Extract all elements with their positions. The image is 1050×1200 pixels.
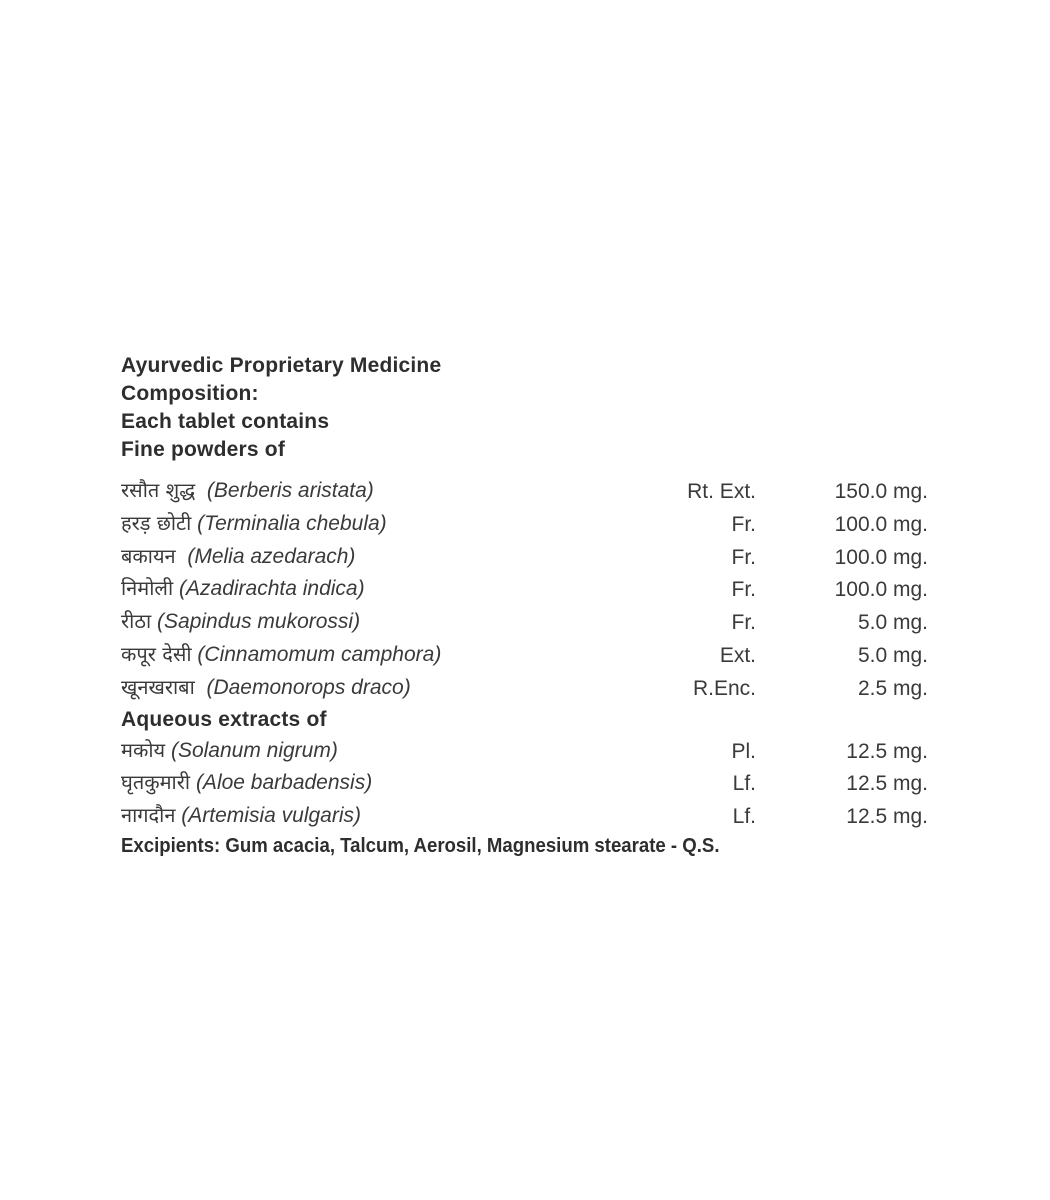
ingredient-hindi-name: बकायन	[121, 543, 176, 568]
ingredient-name	[121, 474, 374, 507]
ingredient-latin-name: (Cinnamomum camphora)	[197, 642, 442, 666]
ingredient-hindi-name: निमोली	[121, 576, 174, 601]
ingredient-row	[121, 605, 936, 638]
ingredient-row	[121, 766, 936, 799]
ingredient-name	[121, 799, 361, 832]
ingredient-quantity: 100.0 mg.	[834, 512, 928, 536]
ingredient-latin-name: (Aloe barbadensis)	[195, 771, 373, 795]
ingredient-latin-name: (Terminalia chebula)	[197, 511, 387, 535]
ingredient-part: Lf.	[732, 805, 756, 829]
aqueous-extracts-heading: Aqueous extracts of	[121, 707, 327, 731]
ingredient-part: Lf.	[732, 772, 756, 796]
ingredient-part: Fr.	[731, 578, 756, 602]
ingredient-latin-name: (Daemonorops draco)	[206, 675, 411, 699]
ingredient-latin-name: (Solanum nigrum)	[170, 738, 338, 762]
ingredient-row	[121, 638, 936, 671]
ingredient-quantity: 12.5 mg.	[846, 739, 928, 763]
ingredient-quantity: 2.5 mg.	[857, 676, 928, 700]
composition-panel	[121, 352, 936, 860]
fine-powders-heading: Fine powders of	[121, 438, 286, 461]
ingredient-hindi-name: घृतकुमारी	[121, 770, 191, 795]
ingredient-name	[121, 734, 338, 767]
ingredient-hindi-name: कपूर देसी	[121, 641, 192, 666]
ingredient-row	[121, 572, 936, 605]
ingredient-latin-name: (Melia azedarach)	[187, 544, 356, 568]
ingredient-part: Fr.	[731, 512, 756, 536]
ingredient-quantity: 12.5 mg.	[846, 805, 928, 829]
ingredient-hindi-name: मकोय	[121, 737, 166, 762]
ingredient-hindi-name: खूनखराबा	[121, 674, 195, 699]
excipients-line: Excipients: Gum acacia, Talcum, Aerosil, Magnesium stearate - Q.S.	[121, 834, 720, 857]
ingredient-latin-name: (Sapindus mukorossi)	[157, 610, 361, 634]
ingredient-part: Pl.	[731, 739, 756, 763]
ingredient-row	[121, 734, 936, 767]
ingredient-name	[121, 605, 360, 638]
ingredient-latin-name: (Artemisia vulgaris)	[181, 804, 361, 828]
composition-label: Composition:	[121, 382, 259, 405]
ingredient-quantity: 100.0 mg.	[834, 578, 928, 602]
ingredient-hindi-name: रसौत शुद्ध	[121, 478, 196, 502]
ingredient-name	[121, 507, 387, 540]
ingredient-part: R.Enc.	[692, 676, 756, 700]
ingredient-name	[121, 572, 365, 605]
ingredient-hindi-name: रीठा	[121, 609, 152, 634]
ingredient-name	[121, 540, 355, 573]
ingredient-row	[121, 540, 936, 573]
ingredient-row	[121, 507, 936, 540]
ingredient-row	[121, 671, 936, 704]
ingredient-part: Fr.	[731, 545, 756, 569]
fine-powders-list	[121, 474, 936, 704]
aqueous-extracts-list	[121, 734, 936, 832]
each-tablet-label: Each tablet contains	[121, 410, 330, 433]
ingredient-latin-name: (Azadirachta indica)	[179, 577, 365, 601]
ingredient-latin-name: (Berberis aristata)	[206, 479, 374, 502]
ingredient-quantity: 100.0 mg.	[834, 545, 928, 569]
ingredient-quantity: 5.0 mg.	[857, 611, 928, 635]
ingredient-quantity: 150.0 mg.	[834, 480, 928, 503]
ingredient-quantity: 5.0 mg.	[857, 643, 928, 667]
ingredient-quantity: 12.5 mg.	[846, 772, 928, 796]
ingredient-row	[121, 799, 936, 832]
ingredient-name	[121, 671, 411, 704]
ingredient-part: Ext.	[719, 643, 756, 667]
ingredient-hindi-name: हरड़ छोटी	[121, 510, 192, 535]
ingredient-part: Fr.	[731, 611, 756, 635]
ingredient-part: Rt. Ext.	[687, 480, 756, 503]
ingredient-name	[121, 638, 441, 671]
ingredient-row	[121, 474, 936, 507]
ingredient-hindi-name: नागदौन	[121, 803, 176, 828]
ingredient-name	[121, 766, 372, 799]
product-title: Ayurvedic Proprietary Medicine	[121, 354, 442, 377]
